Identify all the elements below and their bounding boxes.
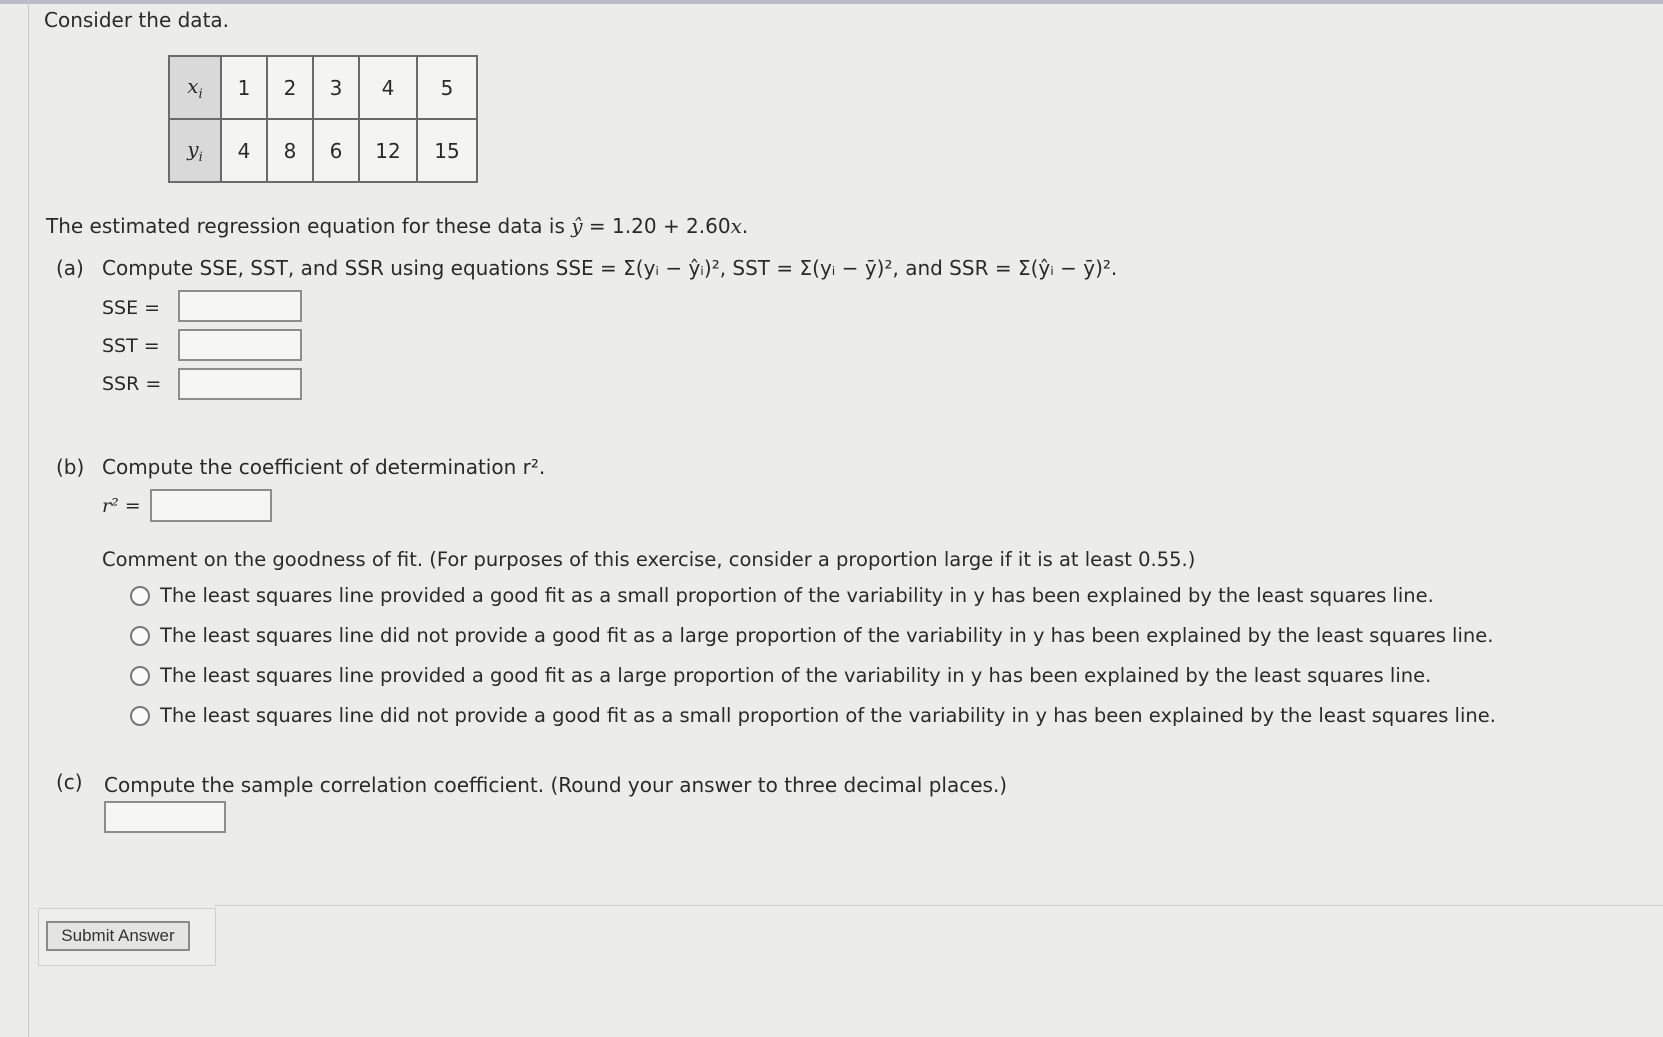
option-label: The least squares line did not provide a good fit as a small proportion of the variability in y has been explained by the least squares line.	[160, 704, 1496, 727]
equation-suffix: .	[741, 214, 749, 238]
top-border	[0, 0, 1663, 4]
fit-option-4[interactable]	[130, 704, 1496, 727]
data-table	[168, 55, 478, 183]
part-a-label: (a)	[56, 256, 84, 280]
y-cell: 12	[359, 119, 417, 182]
fit-option-3[interactable]	[130, 664, 1431, 687]
comment-prompt: Comment on the goodness of fit. (For purposes of this exercise, consider a proportion large if it is at least 0.55.)	[102, 548, 1196, 571]
r2-input[interactable]	[150, 489, 272, 522]
regression-equation	[46, 214, 748, 238]
x-row	[169, 56, 477, 119]
option-label: The least squares line provided a good fit as a small proportion of the variability in y has been explained by the least squares line.	[160, 584, 1434, 607]
part-b-text: Compute the coefficient of determination r².	[102, 455, 546, 479]
submit-answer-button[interactable]: Submit Answer	[46, 921, 190, 951]
part-c-text: Compute the sample correlation coefficient. (Round your answer to three decimal places.)	[104, 773, 1008, 797]
equation-prefix: The estimated regression equation for these data is	[46, 214, 572, 238]
ssr-label: SSR =	[102, 373, 162, 395]
radio-button[interactable]	[130, 666, 150, 686]
footer-divider	[214, 905, 1663, 906]
x-header: $x_i$	[169, 56, 221, 119]
fit-option-1[interactable]	[130, 584, 1434, 607]
ssr-input[interactable]	[178, 368, 302, 400]
equation-x: x	[730, 214, 742, 238]
equation-yhat: ŷ	[571, 214, 583, 238]
part-a-text: Compute SSE, SST, and SSR using equations SSE = Σ(yᵢ − ŷᵢ)², SST = Σ(yᵢ − ȳ)², and SSR = Σ(ŷᵢ − ȳ)².	[102, 256, 1118, 280]
correlation-input[interactable]	[104, 801, 226, 833]
sse-label: SSE =	[102, 297, 161, 319]
part-b-label: (b)	[56, 455, 85, 479]
left-border	[28, 0, 29, 1037]
y-row	[169, 119, 477, 182]
x-cell: 1	[221, 56, 267, 119]
fit-option-2[interactable]	[130, 624, 1493, 647]
option-label: The least squares line did not provide a good fit as a large proportion of the variability in y has been explained by the least squares line.	[160, 624, 1494, 647]
x-cell: 5	[417, 56, 477, 119]
y-cell: 15	[417, 119, 477, 182]
radio-button[interactable]	[130, 626, 150, 646]
sse-input[interactable]	[178, 290, 302, 322]
option-label: The least squares line provided a good fit as a large proportion of the variability in y has been explained by the least squares line.	[160, 664, 1432, 687]
y-cell: 6	[313, 119, 359, 182]
sst-input[interactable]	[178, 329, 302, 361]
x-cell: 2	[267, 56, 313, 119]
x-cell: 3	[313, 56, 359, 119]
y-cell: 4	[221, 119, 267, 182]
x-cell: 4	[359, 56, 417, 119]
y-cell: 8	[267, 119, 313, 182]
y-header: $y_i$	[169, 119, 221, 182]
radio-button[interactable]	[130, 706, 150, 726]
r2-label: r² =	[102, 495, 141, 517]
radio-button[interactable]	[130, 586, 150, 606]
equation-rest: = 1.20 + 2.60	[582, 214, 731, 238]
intro-text: Consider the data.	[44, 8, 230, 32]
part-c-label: (c)	[56, 770, 83, 794]
sst-label: SST =	[102, 335, 160, 357]
